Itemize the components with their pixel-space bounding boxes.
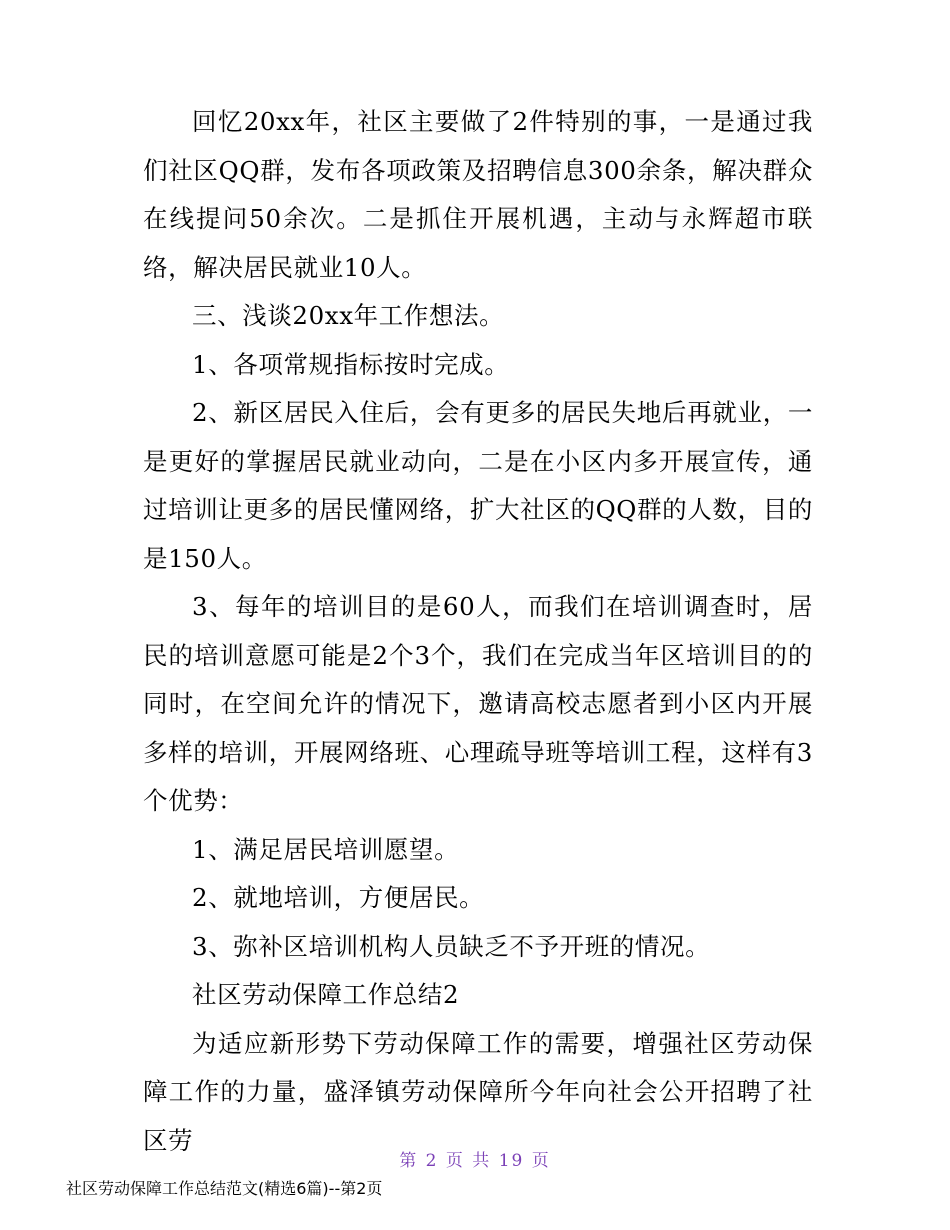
document-footer-title: 社区劳动保障工作总结范文(精选6篇)--第2页 xyxy=(66,1179,383,1198)
list-item-indicators: 1、各项常规指标按时完成。 xyxy=(192,349,510,379)
paragraph-summary-2-intro: 为适应新形势下劳动保障工作的需要，增强社区劳动保障工作的力量，盛泽镇劳动保障所今年向社会公开招聘了社区劳 xyxy=(143,1028,813,1155)
section-heading-work-ideas: 三、浅谈20xx年工作想法。 xyxy=(192,301,505,330)
advantage-item-3: 3、弥补区培训机构人员缺乏不予开班的情况。 xyxy=(192,931,711,961)
paragraph-review: 回忆20xx年，社区主要做了2件特别的事，一是通过我们社区QQ群，发布各项政策及招聘信息300余条，解决群众在线提问50余次。二是抓住开展机遇，主动与永辉超市联络，解决居民就业10人。 xyxy=(143,107,813,282)
list-item-training-target: 3、每年的培训目的是60人，而我们在培训调查时，居民的培训意愿可能是2个3个，我们在完成当年区培训目的的同时，在空间允许的情况下，邀请高校志愿者到小区内开展多样的培训，开展网络班、心理疏导班等培训工程，这样有3个优势： xyxy=(143,592,813,815)
advantage-item-1: 1、满足居民培训愿望。 xyxy=(192,834,460,864)
list-item-new-residents: 2、新区居民入住后，会有更多的居民失地后再就业，一是更好的掌握居民就业动向，二是在小区内多开展宣传，通过培训让更多的居民懂网络，扩大社区的QQ群的人数，目的是150人。 xyxy=(143,398,813,573)
document-body xyxy=(143,98,813,1165)
advantage-item-2: 2、就地培训，方便居民。 xyxy=(192,883,485,912)
article-heading-summary-2: 社区劳动保障工作总结2 xyxy=(192,980,460,1009)
page-indicator: 第 2 页 共 19 页 xyxy=(399,1151,551,1171)
